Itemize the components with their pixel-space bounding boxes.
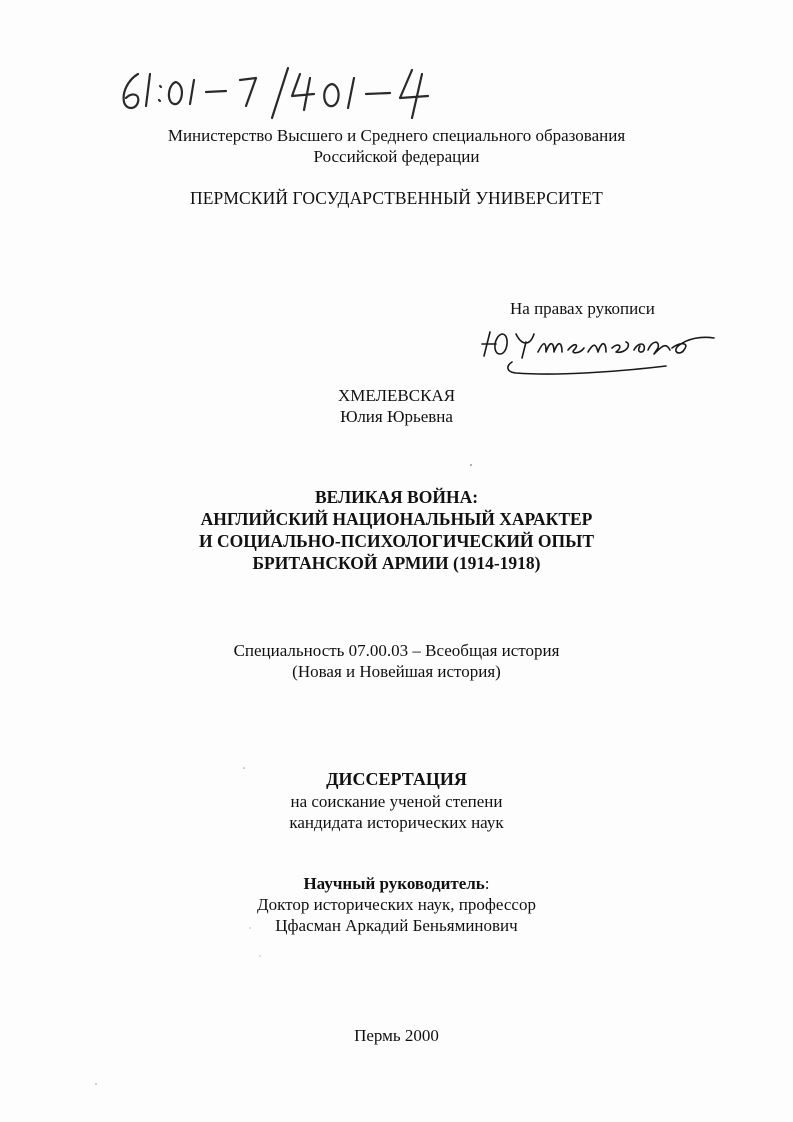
- city-year: Пермь 2000: [354, 1026, 439, 1045]
- supervisor-colon: :: [484, 874, 490, 893]
- degree-line-2: кандидата исторических наук: [289, 813, 504, 832]
- supervisor-heading: [0, 873, 793, 894]
- specialty-line-1: Специальность 07.00.03 – Всеобщая история: [233, 641, 560, 660]
- dissertation-title: [0, 486, 793, 574]
- university-name: ПЕРМСКИЙ ГОСУДАРСТВЕННЫЙ УНИВЕРСИТЕТ: [190, 188, 603, 208]
- handwritten-archive-mark: [110, 60, 490, 120]
- manuscript-note: На правах рукописи: [510, 299, 655, 318]
- degree-block: [0, 791, 793, 833]
- title-line-4: БРИТАНСКОЙ АРМИИ (1914-1918): [252, 553, 541, 573]
- supervisor-line-1: Доктор исторических наук, профессор: [257, 895, 536, 914]
- author-given-names: Юлия Юрьевна: [340, 407, 453, 426]
- dissertation-label: ДИССЕРТАЦИЯ: [326, 769, 467, 789]
- specialty-line-2: (Новая и Новейшая история): [292, 662, 501, 681]
- supervisor-block: [0, 873, 793, 936]
- author-surname: ХМЕЛЕВСКАЯ: [337, 386, 456, 405]
- specialty-block: [0, 640, 793, 682]
- degree-line-1: на соискание ученой степени: [290, 792, 503, 811]
- author-block: [0, 385, 793, 427]
- title-line-2: АНГЛИЙСКИЙ НАЦИОНАЛЬНЫЙ ХАРАКТЕР: [200, 509, 593, 529]
- supervisor-line-2: Цфасман Аркадий Беньяминович: [275, 916, 518, 935]
- title-line-3: И СОЦИАЛЬНО-ПСИХОЛОГИЧЕСКИЙ ОПЫТ: [198, 531, 595, 551]
- title-line-1: ВЕЛИКАЯ ВОЙНА:: [314, 487, 479, 507]
- author-signature: [476, 318, 726, 383]
- ministry-block: [0, 125, 793, 167]
- supervisor-label: Научный руководитель: [303, 874, 485, 893]
- ministry-line-2: Российской федерации: [313, 147, 480, 166]
- ministry-line-1: Министерство Высшего и Среднего специального образования: [167, 126, 626, 145]
